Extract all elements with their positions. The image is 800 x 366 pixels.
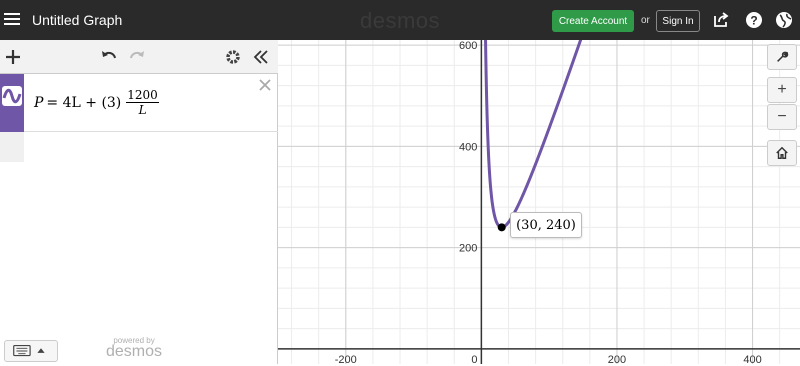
delete-expression-icon[interactable] (258, 78, 272, 92)
fraction-numerator: 1200 (127, 88, 158, 102)
redo-icon[interactable] (128, 48, 146, 66)
powered-by-brand: desmos (106, 343, 163, 360)
y-tick-label: 600 (459, 40, 478, 53)
powered-by-desmos (106, 336, 162, 361)
fraction-denominator: L (138, 103, 147, 117)
sign-in-button[interactable]: Sign In (656, 10, 700, 32)
point-coordinate-label: (30, 240) (510, 212, 582, 238)
expression-lhs: P (34, 94, 44, 111)
help-icon[interactable] (745, 11, 763, 29)
share-icon[interactable] (712, 11, 730, 29)
powered-by-label: powered by (113, 336, 155, 345)
add-item-icon[interactable] (4, 48, 22, 66)
globe-icon[interactable] (775, 11, 793, 29)
top-bar (0, 0, 800, 40)
minimum-point (498, 223, 506, 231)
curve-swatch-icon[interactable] (2, 86, 22, 106)
new-expression-tab[interactable] (0, 132, 24, 162)
or-label: or (641, 15, 650, 26)
expression-formula[interactable] (34, 88, 159, 117)
collapse-panel-icon[interactable] (252, 48, 270, 66)
home-icon[interactable] (767, 140, 797, 166)
expression-panel (0, 40, 278, 364)
settings-wrench-icon[interactable] (767, 44, 797, 70)
expression-fraction (126, 88, 159, 117)
graph-svg[interactable] (278, 40, 800, 364)
keyboard-toggle-button[interactable] (4, 340, 58, 362)
menu-icon[interactable] (4, 10, 20, 30)
x-tick-label: 0 (471, 353, 478, 364)
undo-icon[interactable] (100, 48, 118, 66)
desmos-logo: desmos (360, 8, 441, 33)
zoom-in-icon[interactable]: + (767, 77, 797, 103)
zoom-out-icon[interactable]: − (767, 104, 797, 130)
expression-row[interactable] (0, 74, 278, 132)
graph-canvas[interactable] (278, 40, 800, 364)
y-tick-label: 400 (459, 141, 478, 154)
x-tick-label: -200 (334, 353, 357, 364)
svg-text:?: ? (750, 13, 758, 28)
create-account-button[interactable]: Create Account (552, 10, 634, 32)
y-tick-label: 200 (459, 242, 478, 255)
expression-color-tab[interactable] (0, 74, 24, 132)
graph-title[interactable]: Untitled Graph (32, 12, 123, 28)
expression-toolbar (0, 40, 278, 74)
function-curve (485, 40, 587, 227)
x-tick-label: 400 (743, 353, 762, 364)
x-tick-label: 200 (607, 353, 627, 364)
expression-rhs: = 4L + (3) (46, 94, 122, 111)
gear-icon[interactable] (224, 48, 242, 66)
